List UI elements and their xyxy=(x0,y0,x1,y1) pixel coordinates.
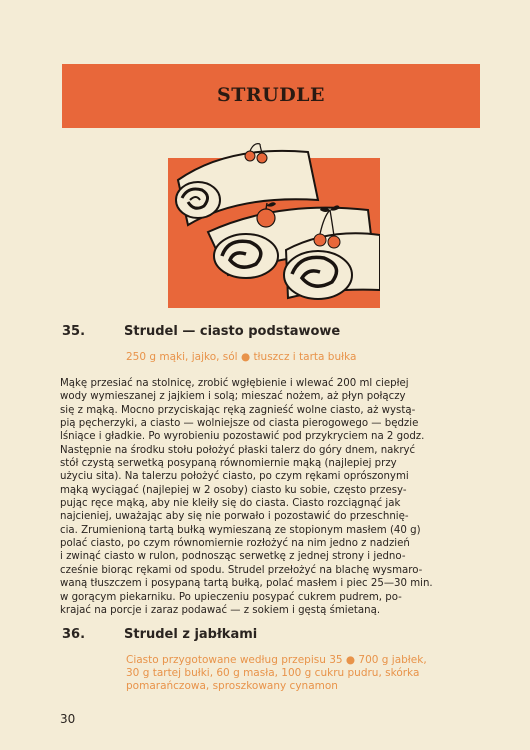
method-line: Następnie na środku stołu położyć płaski talerz do góry dnem, nakryć xyxy=(60,444,416,456)
recipe-method xyxy=(60,377,490,617)
method-line: stół czystą serwetką posypaną równomiernie mąką (najlepiej przy xyxy=(60,458,397,470)
method-line: wody wymieszanej z jajkiem i solą; mieszać nożem, aż płyn połączy xyxy=(60,391,406,403)
method-line: się z mąką. Mocno przyciskając ręką zagnieść wolne ciasto, aż wystą- xyxy=(60,404,416,416)
chapter-title: STRUDLE xyxy=(216,84,326,106)
strudel-illustration xyxy=(168,140,380,308)
recipe-title: Strudel z jabłkami xyxy=(124,627,258,642)
method-line: waną tłuszczem i posypaną tartą bułką, polać masłem i piec 25—30 min. xyxy=(60,578,433,590)
recipe-title: Strudel — ciasto podstawowe xyxy=(124,324,341,339)
ingredients-list xyxy=(126,654,427,693)
method-line: użyciu sita). Na talerzu położyć ciasto, po czym rękami oprószonymi xyxy=(60,471,409,483)
page-number: 30 xyxy=(60,712,76,726)
ingredients-line: pomarańczowa, sproszkowany cynamon xyxy=(126,680,338,692)
method-line: najcieniej, uważając aby się nie porwało i pozostawić do przeschnię- xyxy=(60,511,409,523)
method-line: cia. Zrumienioną tartą bułką wymieszaną ze stopionym masłem (40 g) xyxy=(60,524,421,536)
method-line: pując ręce mąką, aby nie kleiły się do ciasta. Ciasto rozciągnąć jak xyxy=(60,498,401,510)
ingredients-line: 250 g mąki, jajko, sól ● tłuszcz i tarta bułka xyxy=(126,351,357,363)
method-line: polać ciasto, po czym równomiernie rozłożyć na nim jedno z nadzień xyxy=(60,538,410,550)
recipe-number: 36. xyxy=(62,627,86,642)
ingredients-list xyxy=(126,351,356,364)
recipe-number: 35. xyxy=(62,324,86,339)
method-line: i zwinąć ciasto w rulon, podnosząc serwetkę z jednej strony i jedno- xyxy=(60,551,406,563)
method-line: lśniące i gładkie. Po wyrobieniu pozostawić pod przykryciem na 2 godz. xyxy=(60,431,425,443)
ingredients-line: Ciasto przygotowane według przepisu 35 ● 700 g jabłek, xyxy=(126,654,427,666)
method-line: krajać na porcje i zaraz podawać — z sokiem i gęstą śmietaną. xyxy=(60,604,381,616)
chapter-banner xyxy=(62,64,480,128)
ingredients-line: 30 g tartej bułki, 60 g masła, 100 g cukru pudru, skórka xyxy=(126,667,420,679)
method-line: mąką wyciągać (najlepiej w 2 osoby) ciasto ku sobie, często przesy- xyxy=(60,484,407,496)
method-line: pią pęcherzyki, a ciasto — wolniejsze od ciasta pierogowego — będzie xyxy=(60,418,419,430)
method-line: w gorącym piekarniku. Po upieczeniu posypać cukrem pudrem, po- xyxy=(60,591,402,603)
method-line: cześnie biorąc rękami od spodu. Strudel przełożyć na blachę wysmaro- xyxy=(60,564,423,576)
method-line: Mąkę przesiać na stolnicę, zrobić wgłębienie i wlewać 200 ml ciepłej xyxy=(60,378,409,389)
